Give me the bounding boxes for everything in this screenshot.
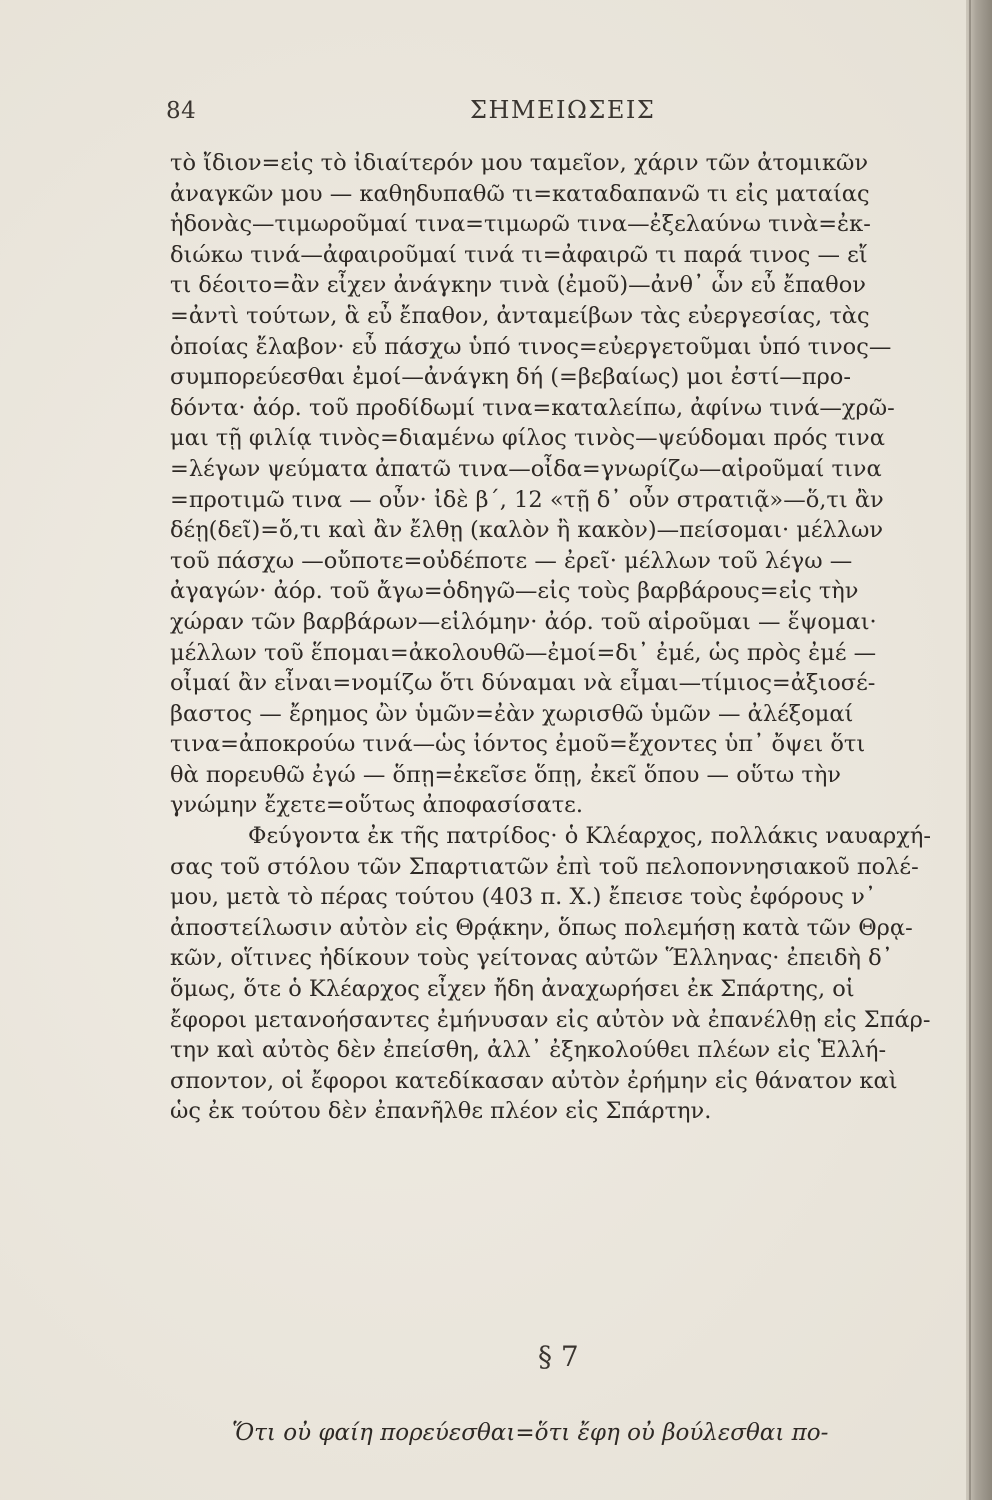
text-line: =προτιμῶ τινα — οὖν· ἰδὲ β΄, 12 «τῇ δ᾽ οὖν στρατιᾷ»—ὅ,τι ἂν: [170, 486, 884, 513]
text-line: μαι τῇ φιλίᾳ τινὸς=διαμένω φίλος τινὸς—ψεύδομαι πρός τινα: [170, 425, 885, 452]
text-line: ὅμως, ὅτε ὁ Κλέαρχος εἶχεν ἤδη ἀναχωρήσει ἐκ Σπάρτης, οἱ: [170, 976, 855, 1003]
text-line: συμπορεύεσθαι ἐμοί—ἀνάγκη δή (=βεβαίως) μοι ἐστί—προ-: [170, 364, 851, 391]
text-line: ἀγαγών· ἀόρ. τοῦ ἄγω=ὁδηγῶ—εἰς τοὺς βαρβάρους=εἰς τὴν: [170, 578, 859, 605]
text-line: οἶμαί ἂν εἶναι=νομίζω ὅτι δύναμαι νὰ εἶμαι—τίμιος=ἀξιοσέ-: [170, 670, 876, 697]
text-line: =λέγων ψεύματα ἀπατῶ τινα—οἶδα=γνωρίζω—αἱροῦμαί τινα: [170, 455, 882, 482]
running-head: ΣΗΜΕΙΩΣΕΙΣ: [470, 96, 656, 124]
text-line: ἔφοροι μετανοήσαντες ἐμήνυσαν εἰς αὐτὸν νὰ ἐπανέλθῃ εἰς Σπάρ-: [170, 1006, 931, 1033]
text-line: ἀποστείλωσιν αὐτὸν εἰς Θρᾴκην, ὅπως πολεμήσῃ κατὰ τῶν Θρᾳ-: [170, 914, 913, 941]
text-line: διώκω τινά—ἀφαιροῦμαί τινά τι=ἀφαιρῶ τι παρά τινος — εἴ: [170, 241, 868, 268]
text-line: τοῦ πάσχω —οὔποτε=οὐδέποτε — ἐρεῖ· μέλλων τοῦ λέγω —: [170, 547, 853, 574]
book-spine-edge: [966, 0, 992, 1500]
text-line: δέῃ(δεῖ)=ὅ,τι καὶ ἂν ἔλθῃ (καλὸν ἢ κακὸν)—πείσομαι· μέλλων: [170, 517, 884, 544]
section-heading: § 7: [538, 1340, 579, 1373]
paragraph-start-line: Φεύγοντα ἐκ τῆς πατρίδος· ὁ Κλέαρχος, πολλάκις ναυαρχή-: [248, 823, 931, 850]
text-line: μέλλων τοῦ ἕπομαι=ἀκολουθῶ—ἐμοί=δι᾽ ἐμέ, ὡς πρὸς ἐμέ —: [170, 639, 877, 666]
text-line: βαστος — ἔρημος ὢν ὑμῶν=ἐὰν χωρισθῶ ὑμῶν — ἀλέξομαί: [170, 700, 854, 727]
page-number: 84: [166, 98, 197, 124]
text-line: ἡδονὰς—τιμωροῦμαί τινα=τιμωρῶ τινα—ἐξελαύνω τινὰ=ἐκ-: [170, 211, 871, 238]
text-line: την καὶ αὐτὸς δὲν ἐπείσθη, ἀλλ᾽ ἐξηκολούθει πλέων εἰς Ἑλλή-: [170, 1037, 887, 1064]
text-line: τινα=ἀποκρούω τινά—ὡς ἰόντος ἐμοῦ=ἔχοντες ὑπ᾽ ὄψει ὅτι: [170, 731, 866, 758]
text-line: ὡς ἐκ τούτου δὲν ἐπανῆλθε πλέον εἰς Σπάρτην.: [170, 1098, 712, 1125]
text-line: χώραν τῶν βαρβάρων—εἱλόμην· ἀόρ. τοῦ αἱροῦμαι — ἕψομαι·: [170, 608, 877, 635]
text-line: γνώμην ἔχετε=οὕτως ἀποφασίσατε.: [170, 792, 583, 819]
text-line: θὰ πορευθῶ ἐγώ — ὅπῃ=ἐκεῖσε ὅπῃ, ἐκεῖ ὅπου — οὕτω τὴν: [170, 761, 841, 788]
text-line: σας τοῦ στόλου τῶν Σπαρτιατῶν ἐπὶ τοῦ πελοποννησιακοῦ πολέ-: [170, 853, 919, 880]
text-line: κῶν, οἵτινες ἠδίκουν τοὺς γείτονας αὐτῶν Ἕλληνας· ἐπειδὴ δ᾽: [170, 945, 893, 972]
section-first-line: Ὅτι οὐ φαίη πορεύεσθαι=ὅτι ἔφη οὐ βούλεσθαι πο-: [232, 1420, 829, 1446]
text-line: μου, μετὰ τὸ πέρας τούτου (403 π. Χ.) ἔπεισε τοὺς ἐφόρους ν᾽: [170, 884, 876, 911]
text-line: ἀναγκῶν μου — καθηδυπαθῶ τι=καταδαπανῶ τι εἰς ματαίας: [170, 180, 870, 207]
text-line: τὸ ἴδιον=εἰς τὸ ἰδιαίτερόν μου ταμεῖον, χάριν τῶν ἀτομικῶν: [170, 150, 869, 176]
text-line: τι δέοιτο=ἂν εἶχεν ἀνάγκην τινὰ (ἐμοῦ)—ἀνθ᾽ ὧν εὖ ἔπαθον: [170, 272, 866, 299]
text-line: σποντον, οἱ ἔφοροι κατεδίκασαν αὐτὸν ἐρήμην εἰς θάνατον καὶ: [170, 1067, 898, 1094]
notes-text: [170, 148, 960, 1127]
text-line: =ἀντὶ τούτων, ἃ εὖ ἔπαθον, ἀνταμείβων τὰς εὐεργεσίας, τὰς: [170, 302, 870, 329]
text-line: δόντα· ἀόρ. τοῦ προδίδωμί τινα=καταλείπω, ἀφίνω τινά—χρῶ-: [170, 394, 895, 421]
text-line: ὁποίας ἔλαβον· εὖ πάσχω ὑπό τινος=εὐεργετοῦμαι ὑπό τινος—: [170, 333, 892, 360]
